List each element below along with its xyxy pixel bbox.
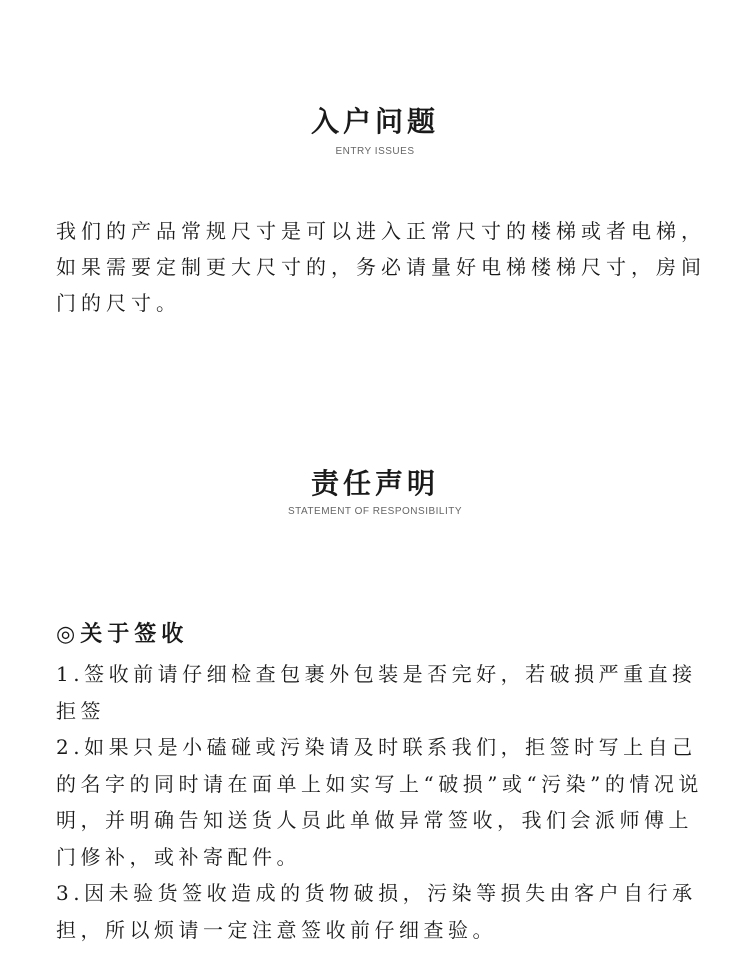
list-item: 1.签收前请仔细检查包裹外包装是否完好，若破损严重直接拒签 <box>56 662 697 723</box>
entry-issues-subtitle: ENTRY ISSUES <box>335 146 415 157</box>
sign-receipt-list <box>56 656 706 948</box>
entry-issues-title: 入户问题 <box>310 105 439 138</box>
responsibility-subtitle: STATEMENT OF RESPONSIBILITY <box>287 506 463 517</box>
responsibility-title: 责任声明 <box>310 467 439 500</box>
entry-issues-body: 我们的产品常规尺寸是可以进入正常尺寸的楼梯或者电梯，如果需要定制更大尺寸的，务必请量好电梯楼梯尺寸，房间门的尺寸。 <box>56 219 706 315</box>
list-item: 2.如果只是小磕碰或污染请及时联系我们，拒签时写上自己的名字的同时请在面单上如实写上“破损”或“污染”的情况说明，并明确告知送货人员此单做异常签收，我们会派师傅上门修补，或补寄配件。 <box>56 735 703 869</box>
sign-receipt-heading: ◎关于签收 <box>56 621 189 647</box>
list-item: 3.因未验货签收造成的货物破损，污染等损失由客户自行承担，所以烦请一定注意签收前仔细查验。 <box>56 881 697 942</box>
